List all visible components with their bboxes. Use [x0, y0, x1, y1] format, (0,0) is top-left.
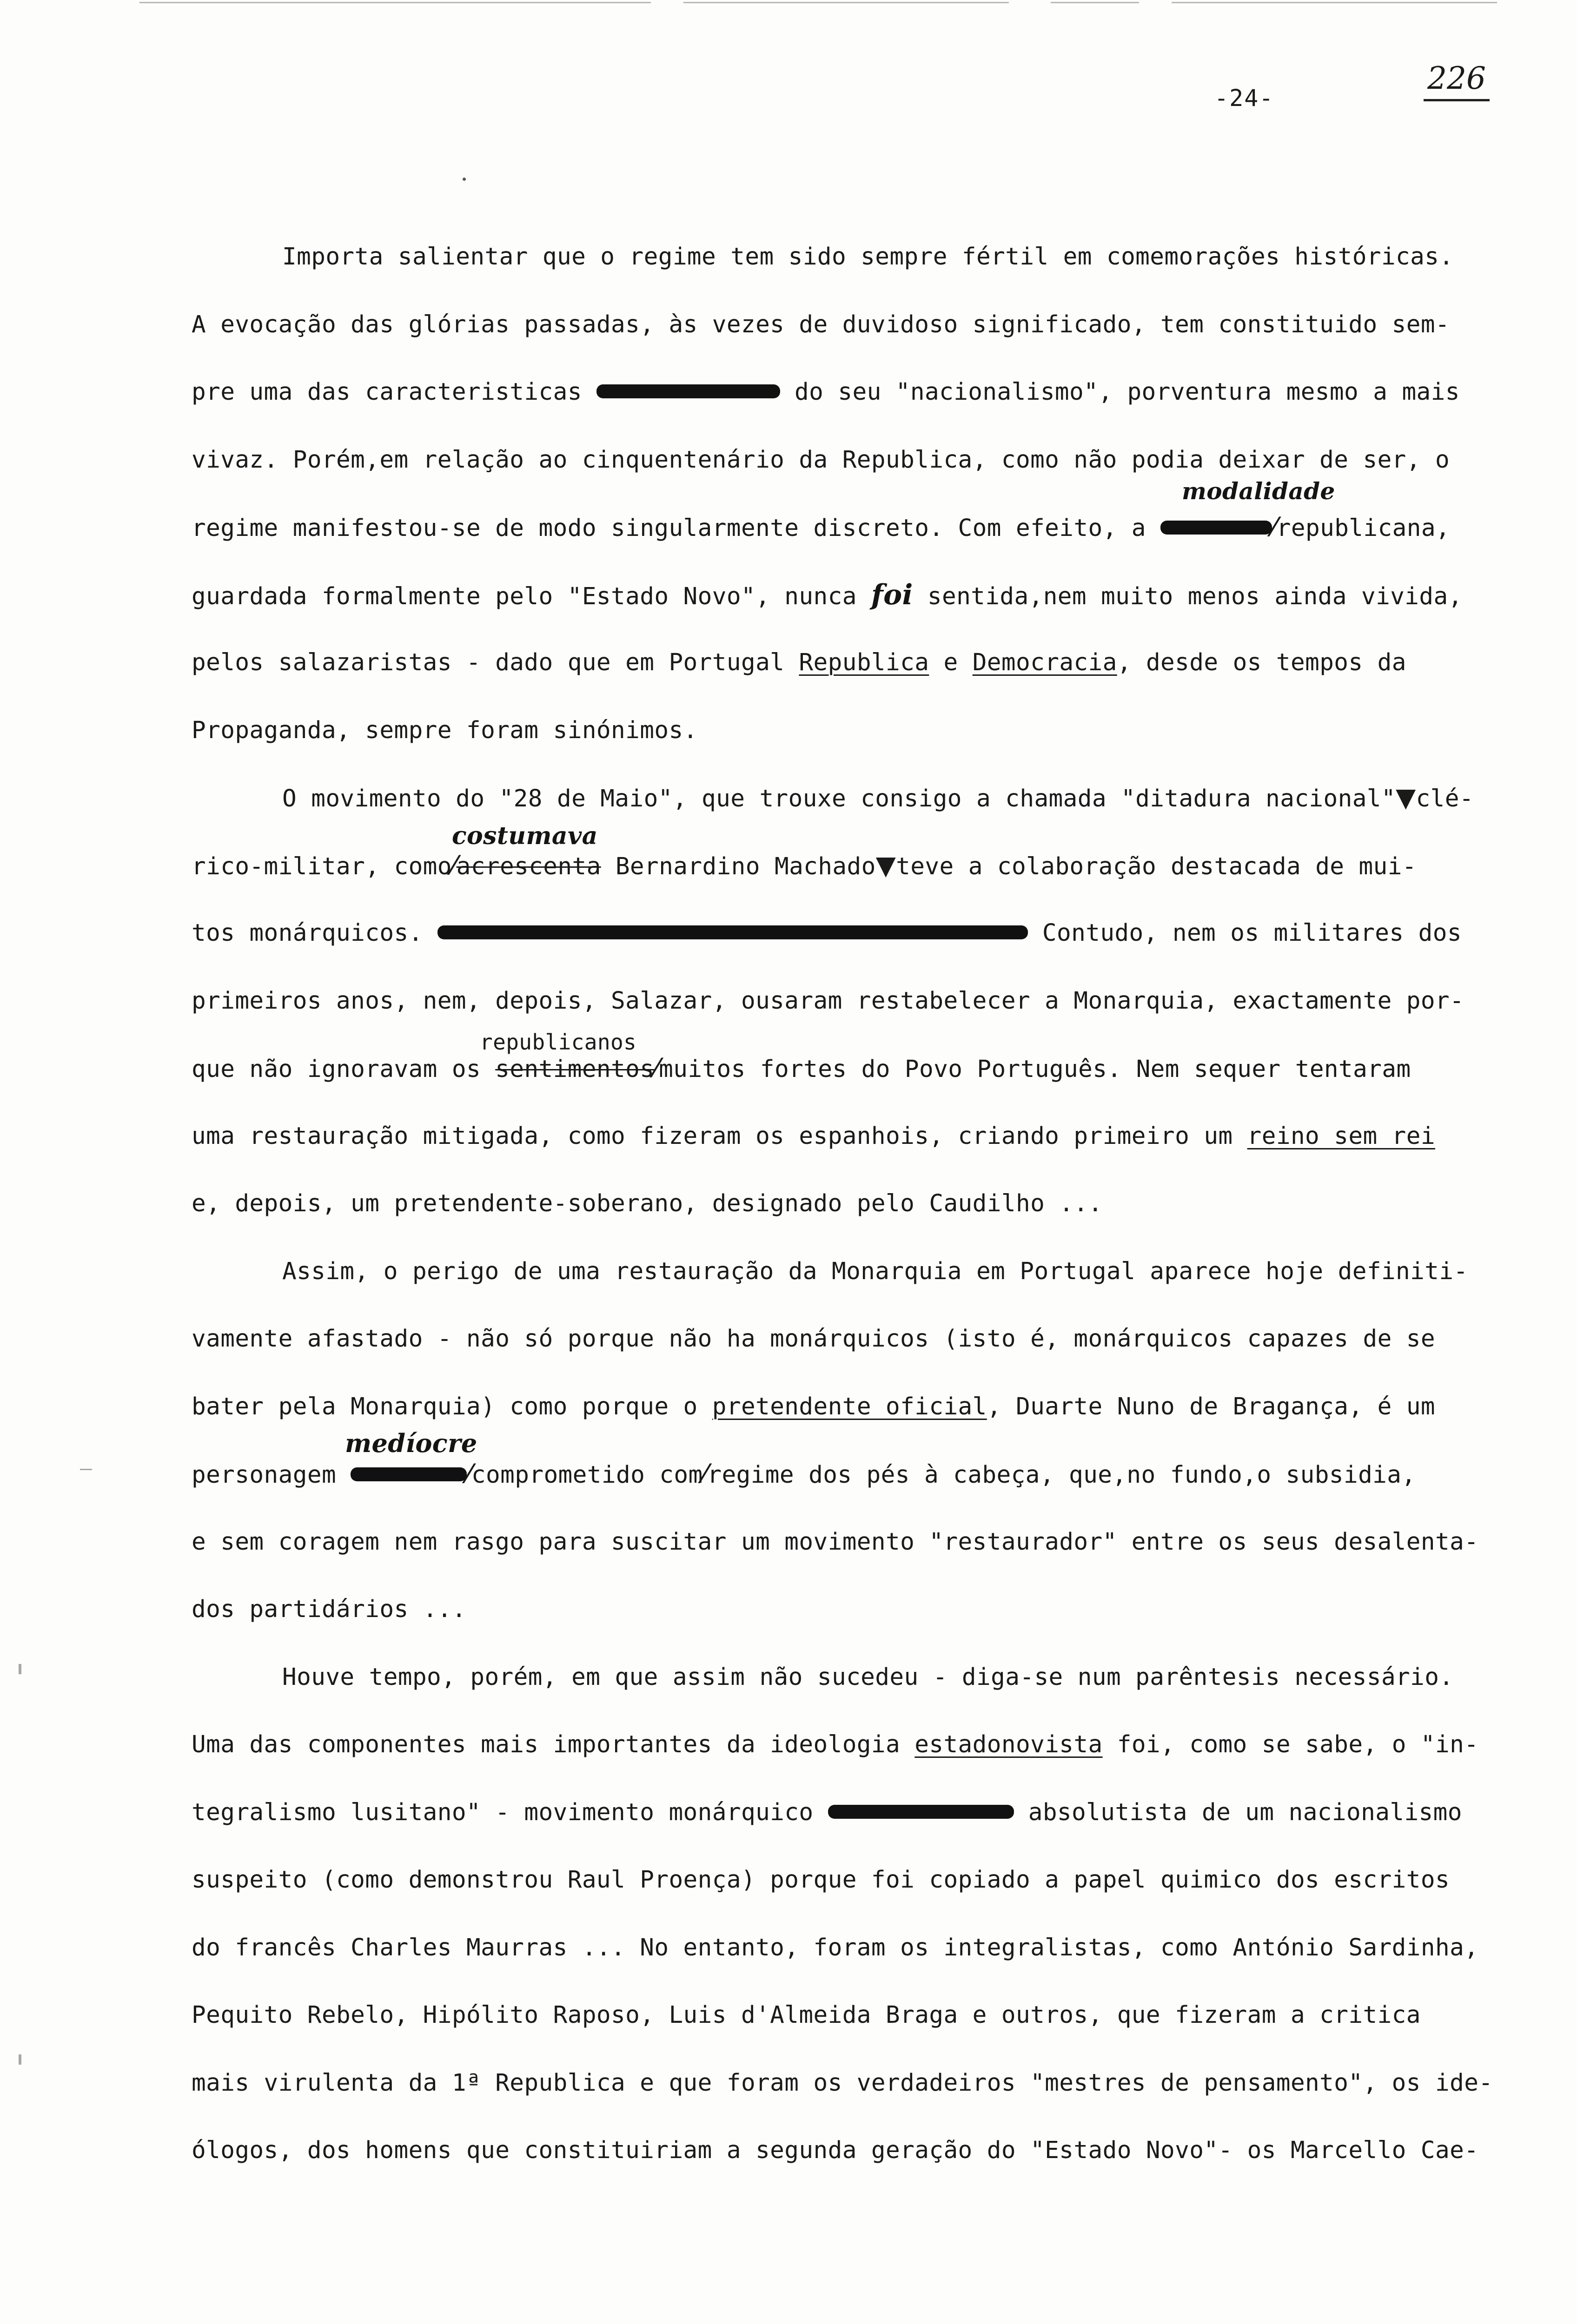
- text-fragment: guardada formalmente pelo "Estado Novo", nunca: [192, 582, 857, 610]
- text-line: Importa salientar que o regime tem sido sempre fértil em comemorações históricas.: [282, 243, 1454, 271]
- redaction-bar: [437, 925, 1028, 939]
- margin-tick: [19, 2054, 21, 2065]
- insertion-caret: ⁄: [654, 1053, 659, 1083]
- insertion-caret: ⁄: [702, 1459, 708, 1489]
- text-fragment: foi, como se sabe, o "in-: [1117, 1731, 1479, 1758]
- text-line: [192, 1428, 1521, 1508]
- underlined-term: Republica: [799, 649, 929, 676]
- text-line: e, depois, um pretendente-soberano, designado pelo Caudilho ...: [192, 1190, 1103, 1217]
- text-fragment: clé-: [1416, 785, 1474, 812]
- text-line: [192, 764, 1521, 832]
- scan-top-rule: [139, 2, 651, 3]
- text-line: [192, 561, 1521, 629]
- paragraph-1: [192, 223, 1521, 764]
- margin-tick: [80, 1469, 92, 1470]
- text-fragment: do seu "nacionalismo", porventura mesmo a mais: [795, 378, 1460, 406]
- insertion-caret: ⁄: [451, 850, 457, 881]
- text-line: [192, 1030, 1521, 1103]
- handwritten-correction: foi: [871, 578, 913, 611]
- correction-mark: ▼: [875, 850, 896, 881]
- scan-top-rule: [683, 2, 1009, 3]
- text-line: [192, 821, 1521, 900]
- redaction-bar: [596, 384, 780, 398]
- insertion-caret: ⁄: [467, 1459, 471, 1489]
- paragraph-3: [192, 1238, 1521, 1644]
- scan-speck: [463, 178, 466, 181]
- text-line: Propaganda, sempre foram sinónimos.: [192, 716, 698, 744]
- handwritten-folio-number: 226: [1424, 60, 1490, 101]
- text-line: [192, 1711, 1521, 1779]
- text-fragment: republicana,: [1276, 515, 1451, 542]
- text-line: do francês Charles Maurras ... No entanto, foram os integralistas, como António Sardinha,: [192, 1934, 1479, 1961]
- text-line: vivaz. Porém,em relação ao cinquentenário da Republica, como não podia deixar de ser, o: [192, 446, 1450, 474]
- text-line: vamente afastado - não só porque não ha monárquicos (isto é, monárquicos capazes de se: [192, 1325, 1435, 1353]
- text-fragment: que não ignoravam os: [192, 1056, 481, 1083]
- scan-top-rule: [1051, 2, 1139, 3]
- text-fragment: personagem: [192, 1461, 337, 1489]
- text-line: primeiros anos, nem, depois, Salazar, ousaram restabelecer a Monarquia, exactamente por-: [192, 987, 1464, 1015]
- paragraph-2: [192, 764, 1521, 1238]
- text-line: [192, 899, 1521, 967]
- paragraph-4: [192, 1644, 1521, 2185]
- scan-top-rule: [1172, 2, 1497, 3]
- correction-mark: ▼: [1396, 782, 1416, 813]
- handwritten-annotation: modalidade: [1182, 477, 1335, 505]
- text-fragment: e: [943, 649, 958, 676]
- body-text: [192, 223, 1521, 2185]
- text-fragment: O movimento do "28 de Maio", que trouxe consigo a chamada "ditadura nacional": [282, 785, 1396, 812]
- underlined-term: pretendente oficial: [712, 1393, 987, 1420]
- text-fragment: regime dos pés à cabeça, que,no fundo,o subsidia,: [707, 1461, 1416, 1489]
- text-fragment: Contudo, nem os militares dos: [1042, 919, 1462, 947]
- redaction-bar: [828, 1805, 1014, 1819]
- text-line: Houve tempo, porém, em que assim não sucedeu - diga-se num parêntesis necessário.: [282, 1663, 1454, 1691]
- text-fragment: teve a colaboração destacada de mui-: [896, 852, 1417, 880]
- text-fragment: Uma das componentes mais importantes da ideologia: [192, 1731, 901, 1758]
- text-fragment: bater pela Monarquia) como porque o: [192, 1393, 698, 1420]
- struck-word: acrescenta: [456, 852, 601, 880]
- text-fragment: regime manifestou-se de modo singularmente discreto. Com efeito, a: [192, 515, 1146, 542]
- text-fragment: absolutista de um nacionalismo: [1028, 1798, 1462, 1826]
- text-fragment: tos monárquicos.: [192, 919, 423, 947]
- text-fragment: , Duarte Nuno de Bragança, é um: [987, 1393, 1436, 1420]
- typed-insertion: republicanos: [480, 1030, 637, 1055]
- text-fragment: pelos salazaristas - dado que em Portugal: [192, 649, 785, 676]
- text-line: dos partidários ...: [192, 1596, 466, 1623]
- margin-tick: [19, 1664, 21, 1674]
- struck-word: sentimentos: [495, 1056, 655, 1083]
- text-line: [192, 477, 1521, 561]
- text-fragment: uma restauração mitigada, como fizeram os espanhois, criando primeiro um: [192, 1122, 1233, 1150]
- text-line: [192, 1103, 1521, 1170]
- handwritten-annotation: costumava: [452, 821, 598, 850]
- underlined-term: Democracia: [972, 649, 1117, 676]
- text-fragment: rico-militar, como: [192, 852, 452, 880]
- text-fragment: comprometido com: [471, 1461, 703, 1489]
- text-line: Assim, o perigo de uma restauração da Monarquia em Portugal aparece hoje definiti-: [282, 1257, 1468, 1285]
- text-fragment: sentida,nem muito menos ainda vivida,: [927, 582, 1463, 610]
- handwritten-annotation: medíocre: [345, 1428, 477, 1458]
- underlined-term: reino sem rei: [1247, 1122, 1436, 1150]
- text-fragment: Bernardino Machado: [615, 852, 876, 880]
- text-line: suspeito (como demonstrou Raul Proença) porque foi copiado a papel quimico dos escritos: [192, 1866, 1450, 1894]
- text-line: A evocação das glórias passadas, às vezes de duvidoso significado, tem constituido sem-: [192, 310, 1450, 338]
- page-number: -24-: [1214, 85, 1274, 112]
- underlined-term: estadonovista: [914, 1731, 1103, 1758]
- text-line: [192, 1779, 1521, 1847]
- text-line: ólogos, dos homens que constituiriam a segunda geração do "Estado Novo"- os Marcello Cae-: [192, 2137, 1479, 2164]
- text-line: [192, 629, 1521, 697]
- insertion-caret: ⁄: [1272, 512, 1277, 542]
- text-line: Pequito Rebelo, Hipólito Raposo, Luis d'Almeida Braga e outros, que fizeram a critica: [192, 2001, 1421, 2029]
- text-fragment: pre uma das caracteristicas: [192, 378, 582, 406]
- text-line: [192, 358, 1521, 426]
- text-line: mais virulenta da 1ª Republica e que foram os verdadeiros "mestres de pensamento", os ide-: [192, 2069, 1493, 2097]
- text-fragment: muitos fortes do Povo Português. Nem sequer tentaram: [659, 1056, 1411, 1083]
- text-line: e sem coragem nem rasgo para suscitar um movimento "restaurador" entre os seus desalenta-: [192, 1528, 1479, 1556]
- text-fragment: , desde os tempos da: [1117, 649, 1406, 676]
- text-fragment: tegralismo lusitano" - movimento monárquico: [192, 1798, 814, 1826]
